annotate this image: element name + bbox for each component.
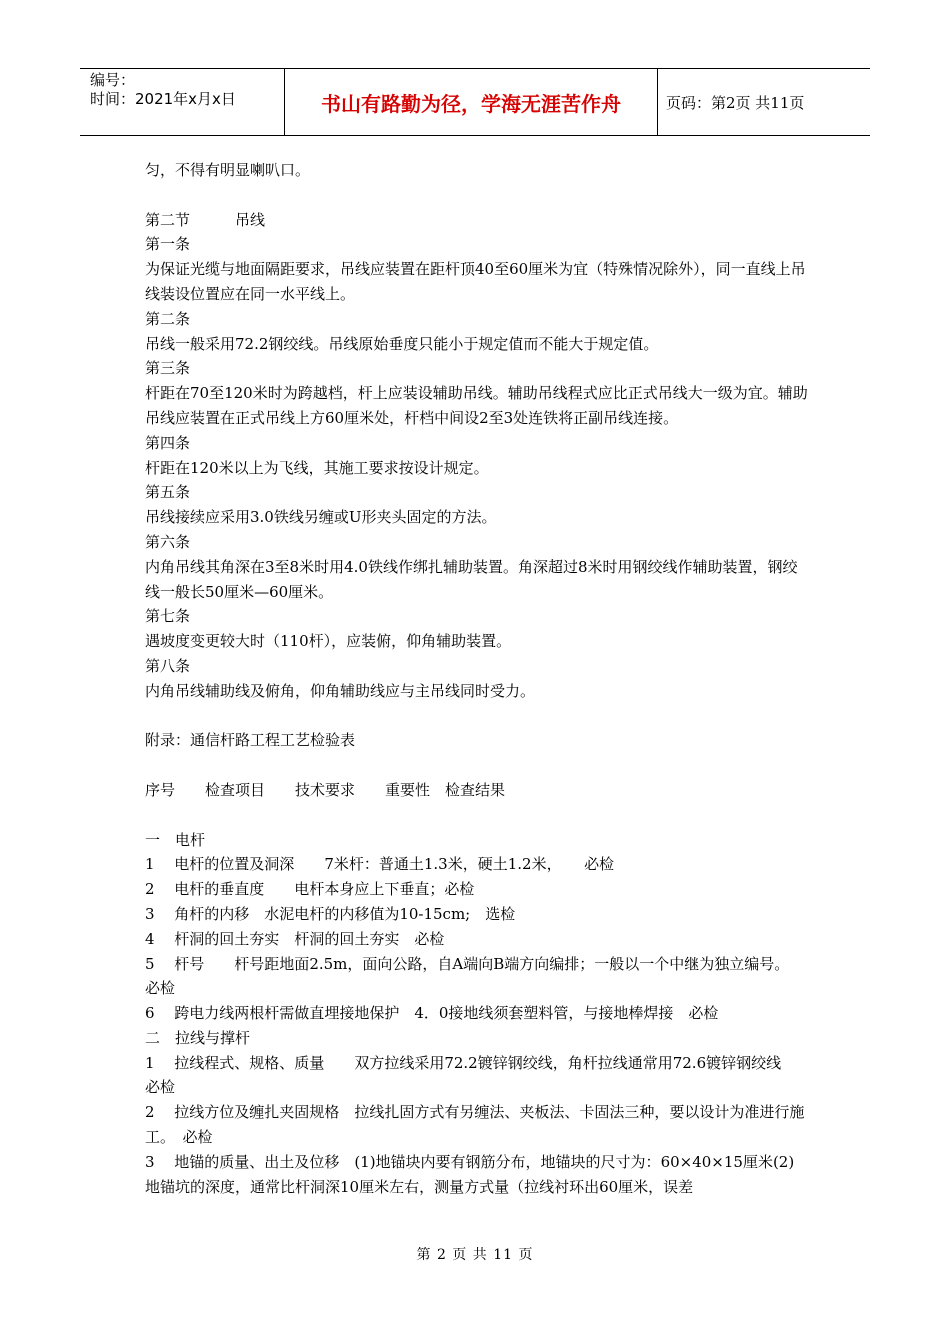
header-page-number: 页码：第2页 共11页 [666,93,805,112]
body-line: 1 电杆的位置及洞深 7米杆：普通土1.3米，硬土1.2米， 必检 [145,855,615,874]
body-line: 一 电杆 [145,830,206,849]
blank-line [145,803,809,828]
body-line: 第五条 [145,483,191,502]
page-header [80,68,870,136]
body-line: 第三条 [145,359,191,378]
body-line: 第七条 [145,607,191,626]
body-line: 2 拉线方位及缠扎夹固规格 拉线扎固方式有另缠法、夹板法、卡固法三种，要以设计为准进行施工。 必检 [145,1103,805,1147]
body-line: 2 电杆的垂直度 电杆本身应上下垂直；必检 [145,880,475,899]
body-line: 遇坡度变更较大时（110杆），应装俯，仰角辅助装置。 [145,632,512,651]
header-meta [80,69,284,135]
document-time-label: 时间：2021年x月x日 [90,90,236,108]
body-line: 6 跨电力线两根杆需做直埋接地保护 4．0接地线须套塑料管，与接地棒焊接 必检 [145,1004,719,1023]
body-line: 第八条 [145,656,191,675]
body-line: 3 地锚的质量、出土及位移 (1)地锚块内要有钢筋分布，地锚块的尺寸为：60×40×15厘米(2)地锚坑的深度，通常比杆洞深10厘米左右，测量方式量（拉线衬环出60厘米，误差 [145,1152,795,1196]
body-line: 二 拉线与撑杆 [145,1028,251,1047]
body-line: 杆距在70至120米时为跨越档，杆上应装设辅助吊线。辅助吊线程式应比正式吊线大一级为宜。辅助吊线应装置在正式吊线上方60厘米处，杆档中间设2至3处连铁将正副吊线连接。 [145,384,808,427]
document-body [145,158,809,1199]
document-number-label: 编号： [90,71,136,89]
body-line: 内角吊线辅助线及俯角，仰角辅助线应与主吊线同时受力。 [145,681,536,700]
body-line: 第二条 [145,309,191,328]
body-line: 3 角杆的内移 水泥电杆的内移值为10-15cm; 选检 [145,904,516,923]
body-line: 内角吊线其角深在3至8米时用4.0铁线作绑扎辅助装置。角深超过8米时用钢绞线作辅助装置，钢绞线一般长50厘米—60厘米。 [145,557,798,601]
blank-line [145,704,809,729]
body-line: 5 杆号 杆号距地面2.5m，面向公路，自A端向B端方向编排；一般以一个中继为独立编号。 必检 [145,954,802,998]
body-line: 第六条 [145,532,191,551]
body-line: 吊线接续应采用3.0铁线另缠或U形夹头固定的方法。 [145,508,497,527]
page-footer: 第 2 页 共 11 页 [416,1247,534,1263]
body-line: 杆距在120米以上为飞线，其施工要求按设计规定。 [145,458,489,477]
blank-line [145,183,809,208]
body-line: 1 拉线程式、规格、质量 双方拉线采用72.2镀锌钢绞线，角杆拉线通常用72.6镀锌钢绞线 必检 [145,1053,797,1097]
body-line: 匀，不得有明显喇叭口。 [145,161,311,179]
body-line: 序号 检查项目 技术要求 重要性 检查结果 [145,780,506,799]
body-line: 第四条 [145,433,191,452]
header-motto: 书山有路勤为径，学海无涯苦作舟 [284,69,658,135]
blank-line [145,753,809,778]
body-line: 为保证光缆与地面隔距要求，吊线应装置在距杆顶40至60厘米为宜（特殊情况除外），同一直线上吊线装设位置应在同一水平线上。 [145,260,806,303]
body-line: 第一条 [145,235,191,254]
body-line: 第二节 吊线 [145,210,266,229]
body-line: 吊线一般采用72.2钢绞线。吊线原始垂度只能小于规定值而不能大于规定值。 [145,334,659,353]
body-line: 4 杆洞的回土夯实 杆洞的回土夯实 必检 [145,929,445,948]
body-line: 附录：通信杆路工程工艺检验表 [145,731,356,750]
